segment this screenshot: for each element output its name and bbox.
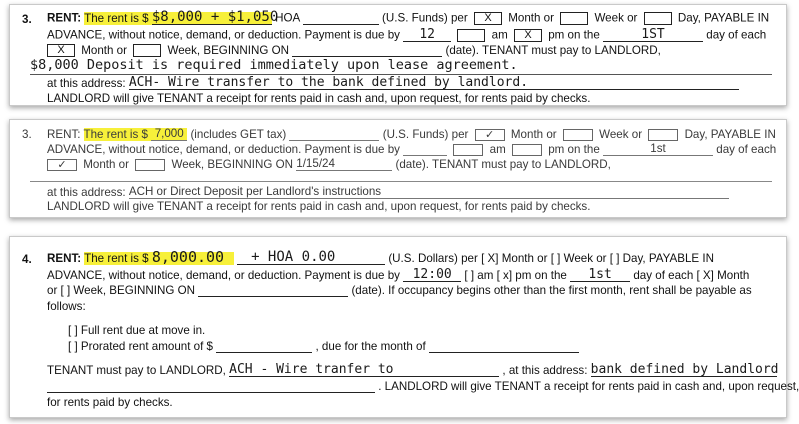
month-checkbox: ✓	[475, 129, 505, 141]
per-text: per	[451, 128, 469, 141]
the-rent-is-text: The rent is $	[84, 11, 149, 25]
due-month-text: , due for the month of	[315, 340, 426, 353]
am-pm-option: [ ] am [ x] pm on the	[464, 269, 567, 282]
day-of-each-text: day of each	[706, 28, 767, 42]
tenant-pay-line	[47, 363, 777, 377]
address-value: ACH or Direct Deposit per Landlord's instructions	[129, 185, 729, 199]
am-checkbox	[453, 144, 483, 156]
clause-number: 3.	[22, 128, 32, 141]
deposit-note: $8,000 Deposit is required immediately upon lease agreement.	[30, 57, 518, 73]
hoa-value: + HOA 0.00	[237, 251, 385, 265]
pm-on-the-text: pm on the	[548, 143, 600, 156]
am-checkbox	[457, 29, 485, 42]
day-checkbox	[644, 12, 672, 25]
rent-line-3	[47, 44, 661, 57]
rent-amount-value: 7,000	[151, 127, 187, 141]
prorated-text: [ ] Prorated rent amount of $	[68, 340, 214, 353]
pm-checkbox: X	[514, 29, 542, 42]
address-value: bank defined by Landlord	[590, 362, 779, 377]
receipt-text: LANDLORD will give TENANT a receipt for rents paid in cash and, upon request, for rents paid by checks.	[47, 92, 591, 105]
week-checkbox	[560, 12, 588, 25]
funds-label: (U.S. Funds)	[382, 128, 449, 141]
month-or-text: Month or	[510, 128, 557, 141]
blank-line	[30, 181, 772, 182]
month-checkbox-2: ✓	[47, 159, 77, 171]
pay-to-value: ACH - Wire tranfer to	[229, 363, 499, 377]
rent-line-1	[47, 127, 776, 141]
week-checkbox-2	[135, 159, 165, 171]
clause-number: 3.	[22, 13, 32, 26]
receipt-text-2: for rents paid by checks.	[47, 396, 173, 409]
day-option: [ ] Day, PAYABLE IN	[609, 252, 714, 265]
day-payable-text: Day, PAYABLE IN	[677, 11, 770, 25]
address-line	[47, 76, 739, 90]
day-checkbox	[648, 129, 678, 141]
at-address-text: at this address:	[47, 77, 126, 90]
per-text: per	[450, 11, 468, 25]
pm-checkbox	[512, 144, 542, 156]
week-checkbox	[563, 129, 593, 141]
day-of-each-text: day of each	[716, 143, 777, 156]
am-text: am	[491, 28, 508, 42]
due-day-value: 1st	[603, 142, 713, 156]
prorated-line	[68, 340, 579, 353]
week-checkbox-2	[133, 44, 161, 57]
beginning-date-value: 1/15/24	[296, 157, 392, 171]
occupancy-text: (date). If occupancy begins other than the first month, rent shall be payable as	[351, 284, 752, 297]
rent-clause-excerpt-2	[9, 119, 787, 218]
beginning-date-blank	[198, 296, 348, 297]
rent-amount-value: 8,000.00	[151, 248, 225, 266]
receipt-text-1: . LANDLORD will give TENANT a receipt for rents paid in cash and, upon request,	[378, 380, 799, 393]
week-option: [ ] Week or	[550, 252, 607, 265]
due-time-blank	[403, 155, 447, 156]
am-text: am	[489, 143, 506, 156]
rent-label: RENT:	[47, 11, 82, 25]
hoa-blank	[303, 24, 379, 25]
month-option: [ X] Month or	[481, 252, 548, 265]
week-or-text: Week or	[599, 128, 643, 141]
address-value: ACH- Wire transfer to the bank defined by landlord.	[129, 76, 739, 90]
rent-label: RENT:	[47, 252, 82, 265]
address-line	[47, 185, 729, 199]
rent-line-2	[47, 142, 776, 156]
due-day-value: 1st	[570, 268, 630, 282]
week-or-text: Week or	[594, 11, 638, 25]
receipt-text: LANDLORD will give TENANT a receipt for rents paid in cash and, upon request, for rents paid by checks.	[47, 200, 591, 213]
rent-amount-highlight	[84, 128, 188, 141]
funds-label: (U.S. Funds)	[382, 11, 448, 25]
rent-line-2	[47, 28, 766, 42]
rent-clause-excerpt-1	[9, 4, 787, 106]
or-week-text: or [ ] Week, BEGINNING ON	[47, 284, 195, 297]
rent-line-3	[47, 284, 752, 297]
address-continuation-blank	[47, 392, 375, 393]
month-or-text-2: Month or	[81, 44, 127, 57]
advance-text: ADVANCE, without notice, demand, or deduction. Payment is due by	[47, 143, 400, 156]
month-or-text: Month or	[508, 11, 554, 25]
date-label-text: (date). TENANT must pay to LANDLORD,	[395, 158, 611, 171]
at-address-text: at this address:	[47, 186, 126, 199]
rent-amount-highlight	[84, 248, 234, 266]
receipt-line-1	[47, 380, 799, 393]
rent-line-1	[47, 248, 714, 266]
rent-amount-highlight	[84, 9, 279, 25]
due-time-value: 12	[403, 28, 451, 42]
month-checkbox: X	[474, 12, 502, 25]
at-address-text: , at this address:	[502, 364, 588, 377]
rent-line-3	[47, 157, 611, 171]
dollars-per-text: (U.S. Dollars) per	[388, 252, 478, 265]
day-payable-text: Day, PAYABLE IN	[684, 128, 776, 141]
due-month-blank	[429, 352, 579, 353]
month-checkbox-2: X	[47, 44, 75, 57]
rent-clause-excerpt-3	[9, 236, 799, 418]
the-rent-is-text: The rent is $	[84, 252, 149, 265]
date-label-text: (date). TENANT must pay to LANDLORD,	[445, 44, 661, 57]
hoa-label: HOA	[275, 11, 300, 25]
rent-amount-value: $8,000 + $1,050	[151, 9, 279, 25]
follows-text: follows:	[47, 300, 86, 313]
advance-text: ADVANCE, without notice, demand, or deduction. Payment is due by	[47, 28, 400, 42]
rent-line-2	[47, 268, 749, 282]
clause-number: 4.	[22, 253, 32, 266]
advance-text: ADVANCE, without notice, demand, or deduction. Payment is due by	[47, 269, 400, 282]
includes-tax-text: (includes GET tax)	[190, 128, 287, 141]
month-or-text-2: Month or	[83, 158, 129, 171]
pm-on-the-text: pm on the	[548, 28, 600, 42]
week-beginning-text: Week, BEGINNING ON	[171, 158, 294, 171]
prorated-amount-blank	[216, 352, 312, 353]
rent-label: RENT:	[47, 128, 81, 141]
rent-line-1	[47, 11, 769, 25]
amount-blank	[289, 140, 379, 141]
the-rent-is-text: The rent is $	[83, 128, 148, 141]
tenant-pay-text: TENANT must pay to LANDLORD,	[47, 364, 226, 377]
full-rent-option: [ ] Full rent due at move in.	[68, 324, 206, 337]
day-of-each-text: day of each [ X] Month	[633, 269, 750, 282]
week-beginning-text: Week, BEGINNING ON	[167, 44, 290, 57]
due-time-value: 12:00	[403, 268, 461, 282]
due-day-value: 1ST	[603, 28, 703, 42]
